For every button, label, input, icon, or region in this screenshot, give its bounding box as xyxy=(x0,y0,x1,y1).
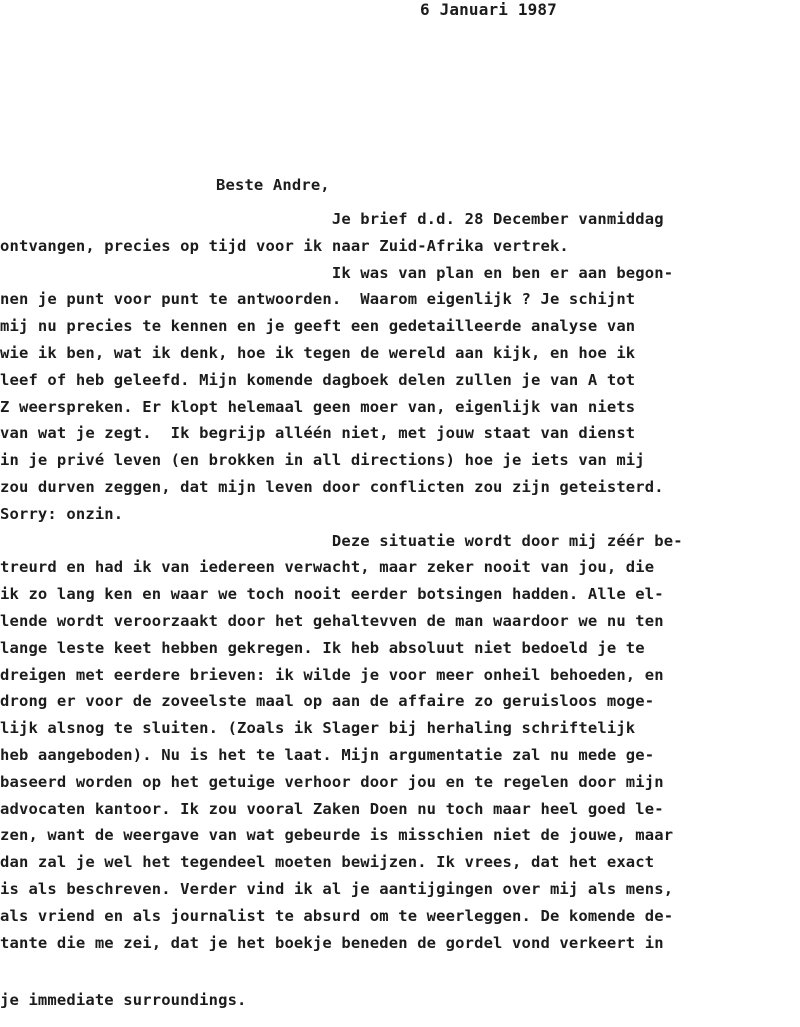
body-line: wie ik ben, wat ik denk, hoe ik tegen de wereld aan kijk, en hoe ik xyxy=(0,343,636,362)
body-line: lende wordt veroorzaakt door het gehaltevven de man waardoor we nu ten xyxy=(0,611,664,630)
body-line: mij nu precies te kennen en je geeft een gedetailleerde analyse van xyxy=(0,317,636,336)
body-line: ik zo lang ken en waar we toch nooit eerder botsingen hadden. Alle el- xyxy=(0,585,664,604)
body-line: Ik was van plan en ben er aan begon- xyxy=(0,263,674,282)
body-line: Deze situatie wordt door mij zéér be- xyxy=(0,531,683,550)
body-line: is als beschreven. Verder vind ik al je aantijgingen over mij als mens, xyxy=(0,879,674,898)
body-line: dreigen met eerdere brieven: ik wilde je voor meer onheil behoeden, en xyxy=(0,665,664,684)
closing-line: je immediate surroundings. xyxy=(0,991,247,1009)
body-line: leef of heb geleefd. Mijn komende dagboek delen zullen je van A tot xyxy=(0,370,636,389)
body-line: zen, want de weergave van wat gebeurde is misschien niet de jouwe, maar xyxy=(0,826,674,845)
body-line: ontvangen, precies op tijd voor ik naar Zuid-Afrika vertrek. xyxy=(0,236,569,255)
salutation: Beste Andre, xyxy=(216,176,330,194)
body-line: van wat je zegt. Ik begrijp alléén niet, met jouw staat van dienst xyxy=(0,424,636,443)
body-line: treurd en had ik van iedereen verwacht, maar zeker nooit van jou, die xyxy=(0,558,655,577)
body-line: als vriend en als journalist te absurd om te weerleggen. De komende de- xyxy=(0,906,674,925)
body-line: in je privé leven (en brokken in all directions) hoe je iets van mij xyxy=(0,451,645,470)
body-line: drong er voor de zoveelste maal op aan de affaire zo geruisloos moge- xyxy=(0,692,655,711)
body-line: Je brief d.d. 28 December vanmiddag xyxy=(0,210,664,228)
body-line: Z weerspreken. Er klopt helemaal geen moer van, eigenlijk van niets xyxy=(0,397,636,416)
body-line: Sorry: onzin. xyxy=(0,504,124,523)
body-line: heb aangeboden). Nu is het te laat. Mijn argumentatie zal nu mede ge- xyxy=(0,745,655,764)
body-line: tante die me zei, dat je het boekje beneden de gordel vond verkeert in xyxy=(0,933,664,952)
letter-body xyxy=(0,206,800,956)
body-line: advocaten kantoor. Ik zou vooral Zaken Doen nu toch maar heel goed le- xyxy=(0,799,664,818)
body-line: baseerd worden op het getuige verhoor door jou en te regelen door mijn xyxy=(0,772,664,791)
body-line: dan zal je wel het tegendeel moeten bewijzen. Ik vrees, dat het exact xyxy=(0,853,655,872)
body-line: lijk alsnog te sluiten. (Zoals ik Slager bij herhaling schriftelijk xyxy=(0,719,636,738)
body-line: lange leste keet hebben gekregen. Ik heb absoluut niet bedoeld je te xyxy=(0,638,645,657)
body-line: zou durven zeggen, dat mijn leven door conflicten zou zijn geteisterd. xyxy=(0,477,664,496)
body-line: nen je punt voor punt te antwoorden. Waarom eigenlijk ? Je schijnt xyxy=(0,290,636,309)
letter-date: 6 Januari 1987 xyxy=(420,0,557,19)
